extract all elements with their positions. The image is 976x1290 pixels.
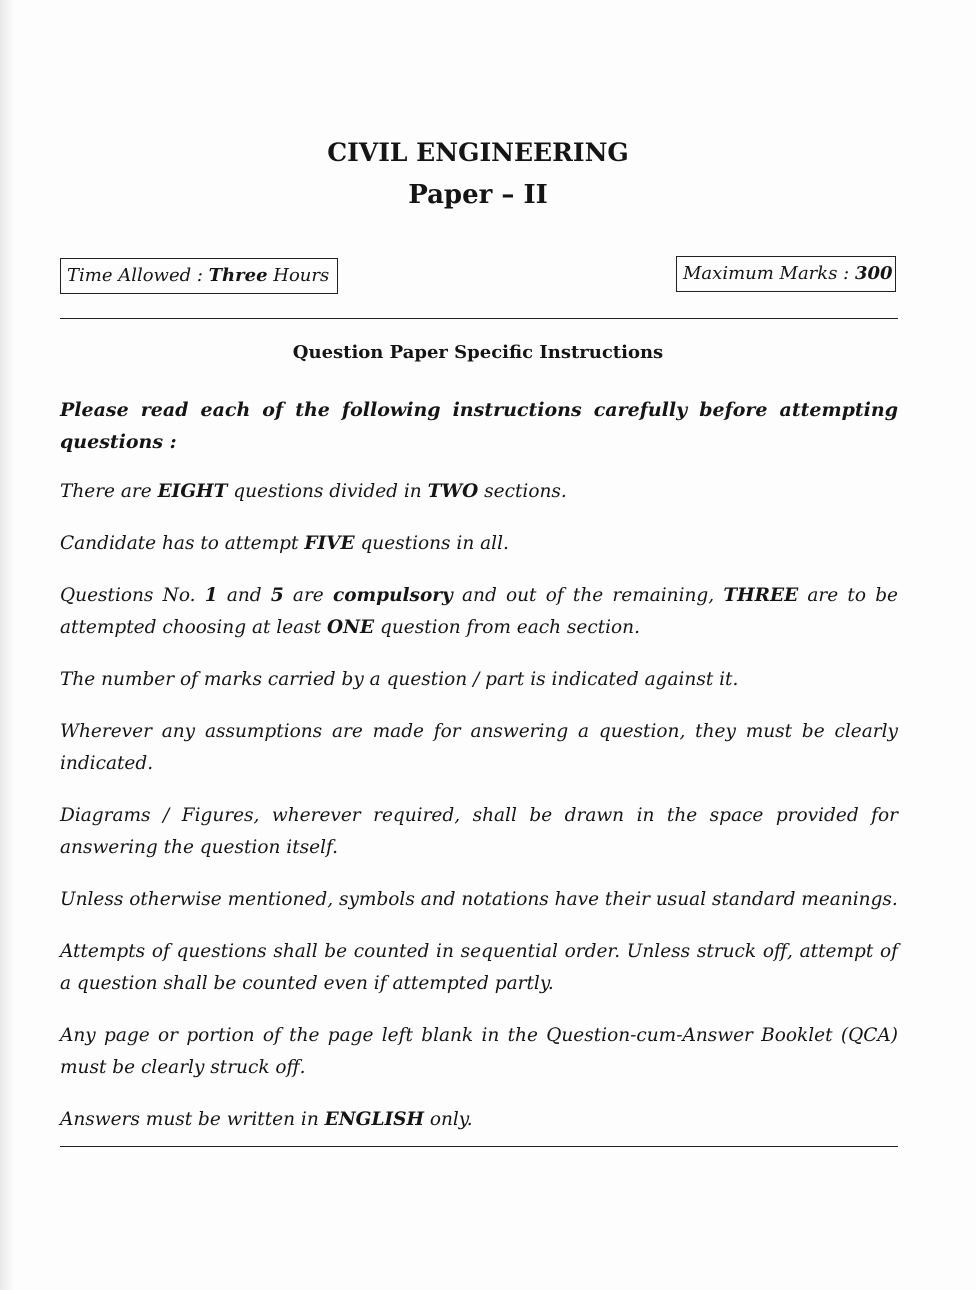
instruction-item: Answers must be written in ENGLISH only. — [60, 1109, 473, 1130]
instruction-item: Questions No. 1 and 5 are compulsory and out of the remaining, THREE are to be attempted choosing at least ONE question from each section. — [60, 585, 898, 638]
instructions-heading: Question Paper Specific Instructions — [292, 342, 664, 363]
instruction-item: Candidate has to attempt FIVE questions in all. — [60, 533, 509, 554]
maximum-marks-box — [676, 256, 896, 292]
instruction-item: The number of marks carried by a question / part is indicated against it. — [60, 669, 739, 690]
bottom-divider — [60, 1146, 898, 1147]
instruction-item: Any page or portion of the page left blank in the Question-cum-Answer Booklet (QCA) must be clearly struck off. — [60, 1025, 898, 1078]
subject-title: CIVIL ENGINEERING — [327, 138, 629, 167]
time-allowed-value: Three — [208, 265, 268, 286]
time-allowed-label: Time Allowed : — [67, 265, 209, 286]
instructions-list — [60, 394, 898, 1156]
top-divider — [60, 318, 898, 319]
instruction-item: There are EIGHT questions divided in TWO sections. — [60, 481, 567, 502]
instruction-item: Unless otherwise mentioned, symbols and notations have their usual standard meanings. — [60, 889, 898, 910]
instruction-item: Wherever any assumptions are made for answering a question, they must be clearly indicated. — [60, 721, 898, 774]
time-allowed-box — [60, 258, 338, 294]
paper-title: Paper – II — [408, 180, 548, 210]
instruction-item: Attempts of questions shall be counted in sequential order. Unless struck off, attempt of a question shall be counted even if attempted partly. — [60, 941, 898, 994]
instruction-item: Diagrams / Figures, wherever required, shall be drawn in the space provided for answering the question itself. — [60, 805, 898, 858]
maximum-marks-label: Maximum Marks : — [683, 263, 855, 284]
time-allowed-unit: Hours — [267, 265, 330, 286]
maximum-marks-value: 300 — [854, 263, 893, 284]
instructions-lead: Please read each of the following instructions carefully before attempting questions : — [60, 399, 898, 453]
